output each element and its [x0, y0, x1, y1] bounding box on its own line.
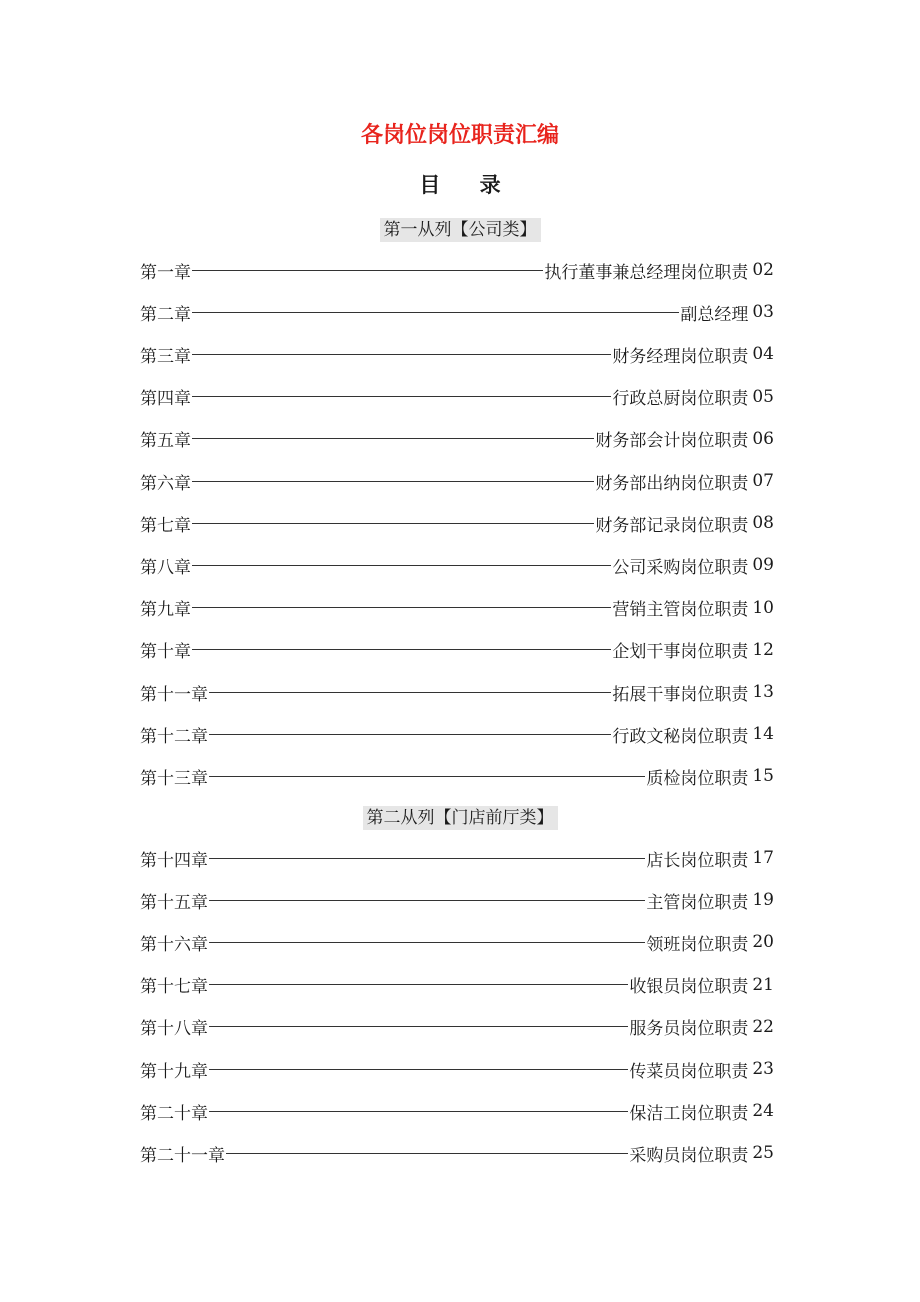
toc-leader-line: [192, 354, 611, 355]
toc-entry-chapter: 第十三章: [140, 768, 208, 789]
toc-leader-line: [192, 312, 679, 313]
toc-entry-chapter: 第十四章: [140, 850, 208, 871]
toc-entry-chapter: 第十七章: [140, 977, 208, 998]
toc-entry-chapter: 第十六章: [140, 934, 208, 955]
toc-entry-chapter: 第八章: [140, 557, 191, 578]
toc-entry[interactable]: [140, 886, 774, 914]
toc-entry[interactable]: [140, 298, 774, 326]
toc-leader-line: [192, 523, 594, 524]
toc-heading: 目 录: [419, 173, 517, 197]
toc-leader-line: [209, 734, 611, 735]
toc-leader-line: [192, 649, 611, 650]
toc-entry-page-number: 25: [752, 1143, 774, 1164]
toc-entry-title: 保洁工岗位职责: [629, 1103, 749, 1124]
toc-entry-chapter: 第五章: [140, 431, 191, 452]
toc-entry-chapter: 第十九章: [140, 1061, 208, 1082]
toc-leader-line: [192, 565, 611, 566]
toc-leader-line: [192, 481, 594, 482]
toc-entry[interactable]: [140, 636, 774, 664]
toc-entry[interactable]: [140, 1139, 774, 1167]
toc-entry-page-number: 03: [752, 302, 774, 323]
toc-entry-page-number: 19: [752, 890, 774, 911]
toc-leader-line: [209, 692, 611, 693]
toc-entry-chapter: 第九章: [140, 600, 191, 621]
toc-entry-page-number: 05: [752, 386, 774, 407]
toc-entry[interactable]: [140, 256, 774, 284]
toc-entry[interactable]: [140, 762, 774, 790]
toc-entry[interactable]: [140, 425, 774, 453]
toc-entry-title: 收银员岗位职责: [629, 977, 749, 998]
toc-leader-line: [192, 607, 611, 608]
toc-entry-page-number: 08: [752, 513, 774, 534]
toc-entry-page-number: 13: [752, 682, 774, 702]
toc-entry-page-number: 24: [752, 1101, 774, 1122]
toc-entry[interactable]: [140, 383, 774, 411]
toc-entry-page-number: 21: [752, 974, 774, 995]
toc-entry[interactable]: [140, 594, 774, 622]
toc-leader-line: [209, 984, 628, 985]
toc-entry-title: 服务员岗位职责: [629, 1019, 749, 1040]
section-heading-label: 第一从列【公司类】: [380, 218, 541, 242]
toc-leader-line: [209, 776, 645, 777]
toc-entry-page-number: 20: [752, 932, 774, 953]
toc-entry[interactable]: [140, 971, 774, 999]
toc-leader-line: [209, 942, 645, 943]
toc-leader-line: [209, 858, 645, 859]
toc-entry-title: 执行董事兼总经理岗位职责: [544, 262, 749, 283]
toc-entry-chapter: 第十五章: [140, 892, 208, 913]
toc-leader-line: [192, 438, 594, 439]
section-heading: [0, 216, 920, 244]
toc-entry-chapter: 第七章: [140, 515, 191, 536]
toc-entry[interactable]: [140, 509, 774, 537]
toc-entry-page-number: 07: [752, 471, 774, 491]
toc-entry-chapter: 第二章: [140, 304, 191, 325]
toc-entry-title: 财务经理岗位职责: [612, 346, 749, 367]
toc-leader-line: [192, 396, 611, 397]
toc-entry[interactable]: [140, 844, 774, 872]
toc-entry-title: 店长岗位职责: [646, 850, 749, 871]
section-heading-label: 第二从列【门店前厅类】: [363, 806, 558, 830]
toc-leader-line: [209, 1111, 628, 1112]
toc-entry-page-number: 06: [752, 428, 774, 449]
toc-leader-line: [226, 1153, 628, 1154]
toc-entry-chapter: 第二十一章: [140, 1145, 225, 1166]
document-title: 各岗位岗位职责汇编: [360, 123, 559, 148]
toc-entry-title: 行政总厨岗位职责: [612, 389, 749, 410]
toc-entry-title: 领班岗位职责: [646, 934, 749, 955]
toc-leader-line: [209, 900, 645, 901]
toc-entry-page-number: 15: [752, 766, 774, 787]
toc-entry-title: 行政文秘岗位职责: [612, 726, 749, 747]
toc-entry-page-number: 10: [752, 597, 774, 618]
toc-entry-page-number: 17: [752, 848, 774, 868]
toc-entry-page-number: 12: [752, 639, 774, 660]
toc-entry-title: 公司采购岗位职责: [612, 557, 749, 578]
toc-entry-chapter: 第十二章: [140, 726, 208, 747]
toc-entry-title: 营销主管岗位职责: [612, 600, 749, 621]
toc-entry-title: 采购员岗位职责: [629, 1145, 749, 1166]
toc-entry-title: 财务部出纳岗位职责: [595, 473, 749, 494]
toc-leader-line: [209, 1069, 628, 1070]
toc-entry-chapter: 第二十章: [140, 1103, 208, 1124]
toc-entry[interactable]: [140, 928, 774, 956]
section-heading: [0, 804, 920, 832]
toc-entry-title: 副总经理: [680, 304, 749, 325]
toc-entry[interactable]: [140, 1013, 774, 1041]
toc-entry[interactable]: [140, 467, 774, 495]
toc-entry[interactable]: [140, 1055, 774, 1083]
toc-leader-line: [209, 1026, 628, 1027]
toc-entry-chapter: 第十一章: [140, 684, 208, 705]
toc-entry-title: 企划干事岗位职责: [612, 642, 749, 663]
toc-entry-title: 质检岗位职责: [646, 768, 749, 789]
toc-entry-chapter: 第六章: [140, 473, 191, 494]
toc-entry-chapter: 第十八章: [140, 1019, 208, 1040]
toc-entry[interactable]: [140, 1097, 774, 1125]
toc-entry-page-number: 14: [752, 724, 774, 745]
toc-entry-chapter: 第三章: [140, 346, 191, 367]
toc-entry-page-number: 04: [752, 344, 774, 365]
toc-leader-line: [192, 270, 543, 271]
toc-entry-title: 传菜员岗位职责: [629, 1061, 749, 1082]
toc-entry-chapter: 第四章: [140, 389, 191, 410]
toc-entry-page-number: 02: [752, 260, 774, 280]
toc-entry-chapter: 第十章: [140, 642, 191, 663]
toc-entry-title: 主管岗位职责: [646, 892, 749, 913]
toc-entry-page-number: 22: [752, 1016, 774, 1037]
toc-entry-chapter: 第一章: [140, 262, 191, 283]
toc-entry-title: 拓展干事岗位职责: [612, 684, 749, 705]
toc-entry-title: 财务部会计岗位职责: [595, 431, 749, 452]
toc-entry-page-number: 23: [752, 1059, 774, 1079]
toc-entry-page-number: 09: [752, 555, 774, 576]
toc-entry[interactable]: [140, 678, 774, 706]
toc-entry[interactable]: [140, 551, 774, 579]
toc-entry-title: 财务部记录岗位职责: [595, 515, 749, 536]
toc-entry[interactable]: [140, 340, 774, 368]
toc-entry[interactable]: [140, 720, 774, 748]
